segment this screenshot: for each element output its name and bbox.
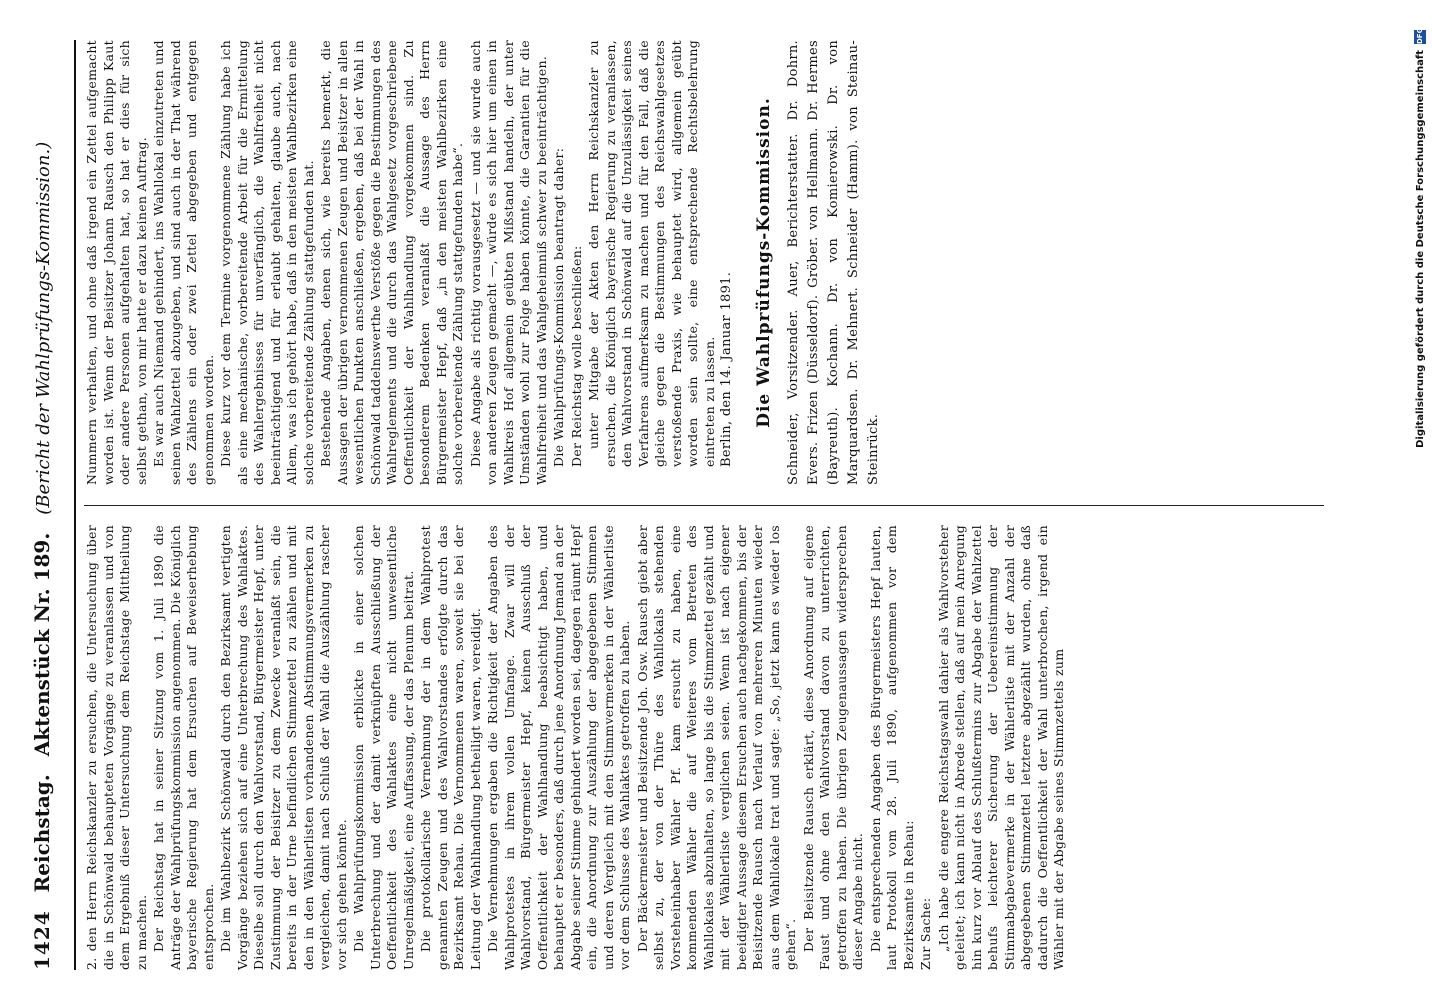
paragraph: Der Bäckermeister und Beisitzende Joh. Osw. Rausch giebt aber selbst zu, der von der Thüre des Wahllokals stehenden Vorsteheinhaber Wähler Pf. kam ersucht zu haben, eine kommenden Wähler die auf Weiteres vom Betreten des Wahllokales abzuhalten, so lange bis die Stimmzettel gezählt und mit der Wählerliste verglichen seien. Wenn ist nach eigener beeidigter Aussage diesem Ersuchen auch nachgekommen, bis der Beisitzende Rausch nach Verlauf von mehreren Minuten wieder aus dem Wahllokale trat und sagte: „So, jetzt kann es wieder los gehen“. [634, 525, 798, 970]
commission-title: Die Wahlprüfungs-Kommission. [753, 97, 774, 428]
paragraph: Der Reichstag wolle beschließen: [568, 245, 584, 467]
paragraph: Nummern verhalten, und ohne daß irgend ein Zettel aufgemacht worden ist. Wenn der Beisitzer Johann Rausch den Philipp Kaut oder andere Personen aufgehalten hat, so hat er dies für sich selbst gethan, von mir hatte er dazu keinen Auftrag. [84, 40, 149, 485]
paragraph: Die Wahlprüfungskommission erblickte in einer solchen Unterbrechung und der damit verknüpften Ausschließung der Oeffentlichkeit des Wahlaktes eine nicht unwesentliche Unregelmäßigkeit, eine Auffassung, der das Plenum beitrat. [351, 525, 416, 970]
paragraph: Die im Wahlbezirk Schönwald durch den Bezirksamt vertigten Vorgänge beziehen sich auf eine Unterbrechung des Wahlaktes. Dieselbe soll durch den Wahlvorstand, Bürgermeister Hepf, unter Zustimmung der Beisitzer zu dem Zwecke veranlaßt sein, die bereits in der Urne befindlichen Stimmzettel zu zählen und mit den in den Wählerlisten vorhandenen Abstimmungsvermerken zu vergleichen, damit nach Schluß der Wahl die Auszählung rascher vor sich gehen könnte. [218, 525, 349, 970]
header-rule [74, 40, 76, 970]
right-column [84, 40, 1334, 485]
page-number: 1424 [30, 910, 54, 970]
paragraph: Die Wahlprüfungs-Kommission beantragt daher: [551, 147, 566, 467]
document-number: Aktenstück Nr. 189. [30, 532, 54, 757]
left-column [84, 525, 1334, 970]
section-title: (Bericht der Wahlprüfungs-Kommission.) [33, 141, 54, 515]
running-title: Reichstag. [30, 774, 54, 893]
paragraph: unter Mitgabe der Akten den Herrn Reichskanzler zu ersuchen, die Königlich bayerische Regierung zu veranlassen, den Wahlvorstand in Schönwald auf die Unzulässigkeit seines Verfahrens aufmerksam zu machen und für den Fall, daß die gleiche gegen die Bestimmungen des Reichswahlgesetzes verstoßende Praxis, wie behauptet wird, allgemein geübt worden sein sollte, eine entsprechende Rechtsbelehrung eintreten zu lassen. [586, 40, 717, 467]
paragraph: Der Beisitzende Rausch erklärt, diese Anordnung auf eigene Faust und ohne den Wahlvorstand davon zu unterrichten, getroffen zu haben. Die übrigen Zeugenaussagen widersprechen dieser Angabe nicht. [800, 525, 865, 970]
paragraph: Bestehende Angaben, denen sich, wie bereits bemerkt, die Aussagen der übrigen vernommenen Zeugen und Beisitzer in allen wesentlichen Punkten anschließen, ergeben, daß bei der Wahl in Schönwald taddelnswerthe Verstöße gegen die Bestimmungen des Wahlreglements und die durch das Wahlgesetz vorgeschriebene Oeffentlichkeit der Wahlhandlung vorgekommen sind. Zu besonderem Bedenken veranlaßt die Aussage des Herrn Bürgermeister Hepf, daß „in den meisten Wahlbezirken eine solche vorbereitende Zählung stattgefunden habe“. [318, 40, 465, 485]
paragraph: „Ich habe die engere Reichstagswahl dahier als Wahlvorsteher geleitet; ich kann nicht in Abrede stellen, daß auf mein Anregung hin kurz vor Ablauf des Schlußtermins zur Abgabe der Wahlzettel behufs leichterer Sicherung der Uebereinstimmung der Stimmabgabevermerke in der Wählerliste mit der Anzahl der abgegebenen Stimmzettel letztere abgezählt wurden, ohne daß dadurch die Oeffentlichkeit der Wahl unterbrochen, irgend ein Wähler mit der Abgabe seines Stimmzettels zum [935, 525, 1066, 970]
column-divider [84, 505, 1324, 506]
paragraph: 2. den Herrn Reichskanzler zu ersuchen, die Untersuchung über die in Schönwald behaupteten Vorgänge zu veranlassen und von dem Ergebniß dieser Untersuchung dem Reichstage Mittheilung zu machen. [84, 525, 149, 970]
paragraph: Die protokollarische Vernehmung der in dem Wahlprotest genannten Zeugen und des Wahlvorstandes erfolgte durch das Bezirksamt Rehau. Die Vernommenen waren, soweit sie bei der Leitung der Wahlhandlung betheiligt waren, vereidigt. [418, 525, 483, 970]
paragraph: Diese Angabe als richtig vorausgesetzt — und sie wurde auch von anderen Zeugen gemacht —, würde es sich hier um einen in Wahlkreis Hof allgemein geübten Mißstand handeln, der unter Umständen wohl zur Folge haben könnte, die Garantien für die Wahlfreiheit und das Wahlgeheimniß schwer zu beeinträchtigen. [467, 40, 549, 485]
paragraph: Es war auch Niemand gehindert, ins Wahllokal einzutreten und seinen Wahlzettel abzugeben, und sind auch in der That während des Zählens ein oder zwei Zettel abgegeben und entgegen genommen worden. [151, 40, 216, 485]
paragraph: Die Vernehmungen ergaben die Richtigkeit der Angaben des Wahlprotestes in ihrem vollen Umfange. Zwar will der Wahlvorstand, Bürgermeister Hepf, keinen Ausschluß der Oeffentlichkeit der Wahlhandlung beabsichtigt haben, und behauptet er besonders, daß durch jene Anordnung Jemand an der Abgabe seiner Stimme gehindert worden sei, dagegen räumt Hepf ein, die Anordnung zur Auszählung der abgegebenen Stimmen und deren Vergleich mit den Stimmvermerken in der Wählerliste vor dem Schlusse des Wahlaktes getroffen zu haben. [485, 525, 632, 970]
paragraph: Der Reichstag hat in seiner Sitzung vom 1. Juli 1890 die Anträge der Wahlprüfungskommission angenommen. Die Königlich bayerische Regierung hat dem Ersuchen auf Beweiserhebung entsprochen. [151, 525, 216, 970]
paragraph: Zur Sache: [918, 897, 933, 970]
page-header [30, 40, 70, 970]
paragraph: Diese kurz vor dem Termine vorgenommene Zählung habe ich als eine mechanische, vorbereitende Arbeit für die Ermittelung des Wahlergebnisses für unverfänglich, die Wahlfreiheit nicht beeinträchtigend und für erlaubt gehalten, glaube auch, nach Allem, was ich gehört habe, daß in den meisten Wahlbezirken eine solche vorbereitende Zählung stattgefunden hat. [218, 40, 316, 485]
place-date: Berlin, den 14. Januar 1891. [719, 271, 734, 467]
page-footer [1414, 27, 1426, 970]
dfg-logo-icon: DFG [1416, 27, 1424, 44]
paragraph: Die entsprechenden Angaben des Bürgermeisters Hepf lauten, laut Protokoll vom 28. Juli 1890, aufgenommen vor dem Bezirksamte in Rehau: [867, 525, 916, 970]
footer-credit: Digitalisierung gefördert durch die Deutsche Forschungsgemeinschaft [1414, 50, 1426, 448]
commission-members: Schneider, Vorsitzender. Auer, Berichterstatter. Dr. Dohrn. Evers. Frizen (Düsseldorf). Gröber. von Hellmann. Dr. Hermes (Bayreuth). Kochann. Dr. von Komierowski. Dr. von Marquardsen. Dr. Mehnert. Schneider (Hamm). von Steinau-Steinrück. [786, 40, 881, 485]
